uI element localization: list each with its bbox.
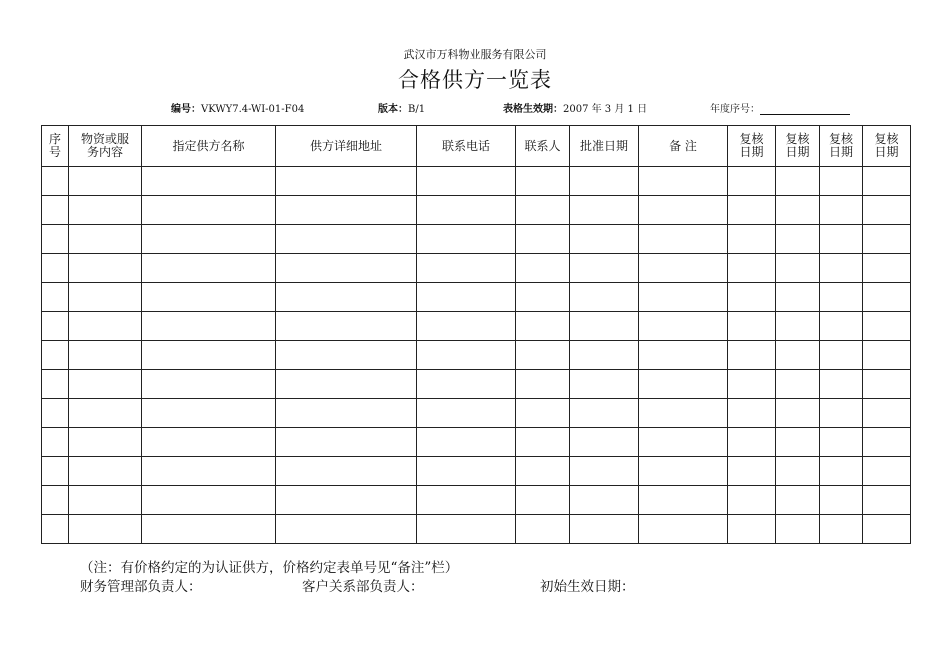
table-cell[interactable] — [69, 341, 142, 370]
table-cell[interactable] — [863, 515, 911, 544]
table-cell[interactable] — [69, 486, 142, 515]
form-code-label: 编号： — [171, 104, 201, 115]
table-cell[interactable] — [276, 399, 417, 428]
table-cell[interactable] — [863, 225, 911, 254]
table-cell[interactable] — [42, 370, 69, 399]
table-cell[interactable] — [820, 254, 863, 283]
effective-date-label: 表格生效期： — [503, 104, 563, 115]
table-body — [42, 167, 911, 544]
table-cell[interactable] — [776, 225, 820, 254]
table-cell[interactable] — [639, 254, 728, 283]
table-cell[interactable] — [276, 225, 417, 254]
table-cell[interactable] — [776, 254, 820, 283]
table-cell[interactable] — [820, 515, 863, 544]
table-cell[interactable] — [863, 486, 911, 515]
table-cell[interactable] — [142, 370, 276, 399]
col-header-approval-date: 批准日期 — [570, 126, 639, 167]
table-row — [42, 283, 911, 312]
col-header-remark: 备 注 — [639, 126, 728, 167]
table-cell[interactable] — [728, 196, 776, 225]
year-sequence-blank[interactable] — [760, 104, 850, 115]
table-cell[interactable] — [776, 196, 820, 225]
start-date-label: 初始生效日期： — [540, 579, 635, 595]
table-cell[interactable] — [417, 428, 516, 457]
table-cell[interactable] — [516, 283, 570, 312]
table-cell[interactable] — [142, 341, 276, 370]
table-cell[interactable] — [728, 486, 776, 515]
table-cell[interactable] — [142, 312, 276, 341]
table-cell[interactable] — [639, 312, 728, 341]
col-header-phone: 联系电话 — [417, 126, 516, 167]
table-cell[interactable] — [42, 428, 69, 457]
table-cell[interactable] — [639, 515, 728, 544]
table-cell[interactable] — [820, 457, 863, 486]
table-cell[interactable] — [570, 370, 639, 399]
table-cell[interactable] — [863, 254, 911, 283]
table-cell[interactable] — [863, 428, 911, 457]
table-row — [42, 399, 911, 428]
col-header-seq: 序 号 — [42, 126, 69, 167]
col-header-supplier-name: 指定供方名称 — [142, 126, 276, 167]
table-cell[interactable] — [728, 283, 776, 312]
table-cell[interactable] — [142, 225, 276, 254]
table-cell[interactable] — [776, 341, 820, 370]
table-cell[interactable] — [69, 225, 142, 254]
table-cell[interactable] — [276, 254, 417, 283]
table-cell[interactable] — [142, 167, 276, 196]
table-cell[interactable] — [69, 457, 142, 486]
table-cell[interactable] — [42, 399, 69, 428]
table-row — [42, 486, 911, 515]
table-cell[interactable] — [276, 283, 417, 312]
table-cell[interactable] — [776, 312, 820, 341]
table-cell[interactable] — [142, 457, 276, 486]
table-cell[interactable] — [570, 457, 639, 486]
table-cell[interactable] — [417, 167, 516, 196]
table-cell[interactable] — [516, 370, 570, 399]
table-cell[interactable] — [776, 370, 820, 399]
table-cell[interactable] — [863, 399, 911, 428]
table-cell[interactable] — [776, 486, 820, 515]
table-cell[interactable] — [42, 515, 69, 544]
table-cell[interactable] — [728, 457, 776, 486]
table-cell[interactable] — [728, 370, 776, 399]
table-cell[interactable] — [516, 486, 570, 515]
table-cell[interactable] — [142, 399, 276, 428]
table-cell[interactable] — [728, 341, 776, 370]
table-cell[interactable] — [42, 196, 69, 225]
table-cell[interactable] — [142, 428, 276, 457]
table-cell[interactable] — [820, 399, 863, 428]
col-header-contact: 联系人 — [516, 126, 570, 167]
table-cell[interactable] — [276, 457, 417, 486]
table-cell[interactable] — [42, 486, 69, 515]
table-row — [42, 341, 911, 370]
table-cell[interactable] — [570, 283, 639, 312]
table-cell[interactable] — [69, 254, 142, 283]
year-sequence — [710, 100, 850, 115]
page-title: 合格供方一览表 — [398, 68, 552, 92]
table-cell[interactable] — [276, 167, 417, 196]
table-cell[interactable] — [776, 167, 820, 196]
form-code-value: VKWY7.4-WI-01-F04 — [201, 104, 305, 115]
table-cell[interactable] — [820, 283, 863, 312]
table-cell[interactable] — [417, 370, 516, 399]
table-cell[interactable] — [639, 196, 728, 225]
table-cell[interactable] — [570, 486, 639, 515]
table-cell[interactable] — [42, 283, 69, 312]
table-cell[interactable] — [142, 486, 276, 515]
table-cell[interactable] — [417, 341, 516, 370]
col-header-review-date-1: 复核 日期 — [728, 126, 776, 167]
col-header-goods: 物资或服 务内容 — [69, 126, 142, 167]
table-cell[interactable] — [728, 167, 776, 196]
table-row — [42, 312, 911, 341]
table-cell[interactable] — [820, 486, 863, 515]
table-row — [42, 457, 911, 486]
table-cell[interactable] — [142, 196, 276, 225]
table-cell[interactable] — [863, 341, 911, 370]
table-cell[interactable] — [417, 515, 516, 544]
table-cell[interactable] — [276, 312, 417, 341]
table-header-row — [42, 126, 911, 167]
table-cell[interactable] — [516, 225, 570, 254]
table-cell[interactable] — [728, 428, 776, 457]
table-cell[interactable] — [417, 225, 516, 254]
table-cell[interactable] — [820, 196, 863, 225]
table-cell[interactable] — [516, 457, 570, 486]
table-cell[interactable] — [820, 312, 863, 341]
table-cell[interactable] — [417, 399, 516, 428]
table-cell[interactable] — [570, 167, 639, 196]
table-cell[interactable] — [863, 283, 911, 312]
table-cell[interactable] — [69, 167, 142, 196]
table-cell[interactable] — [69, 370, 142, 399]
table-cell[interactable] — [776, 428, 820, 457]
table-row — [42, 515, 911, 544]
table-cell[interactable] — [42, 341, 69, 370]
effective-date — [503, 100, 647, 115]
table-row — [42, 196, 911, 225]
table-cell[interactable] — [516, 196, 570, 225]
table-cell[interactable] — [728, 312, 776, 341]
table-cell[interactable] — [728, 515, 776, 544]
table-cell[interactable] — [570, 196, 639, 225]
table-cell[interactable] — [776, 515, 820, 544]
table-cell[interactable] — [417, 486, 516, 515]
table-row — [42, 370, 911, 399]
table-cell[interactable] — [417, 457, 516, 486]
table-cell[interactable] — [728, 225, 776, 254]
company-name: 武汉市万科物业服务有限公司 — [403, 48, 547, 61]
table-cell[interactable] — [142, 254, 276, 283]
form-version — [378, 100, 425, 115]
table-cell[interactable] — [417, 254, 516, 283]
col-header-review-date-2: 复核 日期 — [776, 126, 820, 167]
table-row — [42, 167, 911, 196]
table-cell[interactable] — [776, 399, 820, 428]
table-cell[interactable] — [728, 254, 776, 283]
table-cell[interactable] — [142, 515, 276, 544]
table-cell[interactable] — [516, 254, 570, 283]
col-header-review-date-4: 复核 日期 — [863, 126, 911, 167]
table-cell[interactable] — [776, 457, 820, 486]
table-cell[interactable] — [639, 428, 728, 457]
table-cell[interactable] — [69, 283, 142, 312]
year-sequence-label: 年度序号： — [710, 104, 760, 115]
table-cell[interactable] — [276, 341, 417, 370]
table-cell[interactable] — [639, 283, 728, 312]
table-cell[interactable] — [42, 225, 69, 254]
table-cell[interactable] — [570, 428, 639, 457]
table-cell[interactable] — [570, 341, 639, 370]
table-row — [42, 225, 911, 254]
table-cell[interactable] — [42, 167, 69, 196]
table-cell[interactable] — [570, 225, 639, 254]
table-cell[interactable] — [863, 457, 911, 486]
table-cell[interactable] — [42, 312, 69, 341]
table-cell[interactable] — [863, 370, 911, 399]
table-cell[interactable] — [516, 428, 570, 457]
table-cell[interactable] — [639, 370, 728, 399]
col-header-review-date-3: 复核 日期 — [820, 126, 863, 167]
table-cell[interactable] — [570, 399, 639, 428]
table-cell[interactable] — [417, 283, 516, 312]
supplier-table — [41, 125, 911, 544]
table-cell[interactable] — [417, 196, 516, 225]
table-cell[interactable] — [69, 515, 142, 544]
table-cell[interactable] — [863, 167, 911, 196]
table-cell[interactable] — [639, 225, 728, 254]
customer-signature-label: 客户关系部负责人： — [302, 579, 424, 595]
table-cell[interactable] — [639, 341, 728, 370]
table-cell[interactable] — [639, 167, 728, 196]
form-code — [171, 100, 304, 115]
table-cell[interactable] — [570, 515, 639, 544]
finance-signature-label: 财务管理部负责人： — [80, 579, 202, 595]
table-cell[interactable] — [42, 457, 69, 486]
table-cell[interactable] — [728, 399, 776, 428]
table-cell[interactable] — [276, 515, 417, 544]
table-cell[interactable] — [69, 399, 142, 428]
table-cell[interactable] — [776, 283, 820, 312]
table-cell[interactable] — [516, 312, 570, 341]
table-cell[interactable] — [516, 399, 570, 428]
table-cell[interactable] — [276, 196, 417, 225]
table-cell[interactable] — [142, 283, 276, 312]
table-cell[interactable] — [820, 370, 863, 399]
footnote: （注：有价格约定的为认证供方，价格约定表单号见“备注”栏） — [80, 560, 459, 576]
table-row — [42, 254, 911, 283]
table-cell[interactable] — [69, 196, 142, 225]
version-value: B/1 — [408, 104, 426, 115]
table-cell[interactable] — [516, 515, 570, 544]
table-cell[interactable] — [820, 167, 863, 196]
table-cell[interactable] — [276, 428, 417, 457]
table-cell[interactable] — [516, 167, 570, 196]
col-header-address: 供方详细地址 — [276, 126, 417, 167]
table-cell[interactable] — [42, 254, 69, 283]
table-cell[interactable] — [820, 225, 863, 254]
table-cell[interactable] — [820, 428, 863, 457]
table-row — [42, 428, 911, 457]
table-cell[interactable] — [276, 370, 417, 399]
table-cell[interactable] — [69, 312, 142, 341]
table-cell[interactable] — [863, 196, 911, 225]
table-cell[interactable] — [639, 486, 728, 515]
effective-date-value: 2007 年 3 月 1 日 — [563, 104, 648, 115]
table-cell[interactable] — [863, 312, 911, 341]
table-cell[interactable] — [417, 312, 516, 341]
table-cell[interactable] — [516, 341, 570, 370]
table-cell[interactable] — [69, 428, 142, 457]
table-cell[interactable] — [570, 312, 639, 341]
table-cell[interactable] — [570, 254, 639, 283]
version-label: 版本： — [378, 104, 408, 115]
table-cell[interactable] — [639, 399, 728, 428]
table-cell[interactable] — [820, 341, 863, 370]
table-cell[interactable] — [639, 457, 728, 486]
table-cell[interactable] — [276, 486, 417, 515]
